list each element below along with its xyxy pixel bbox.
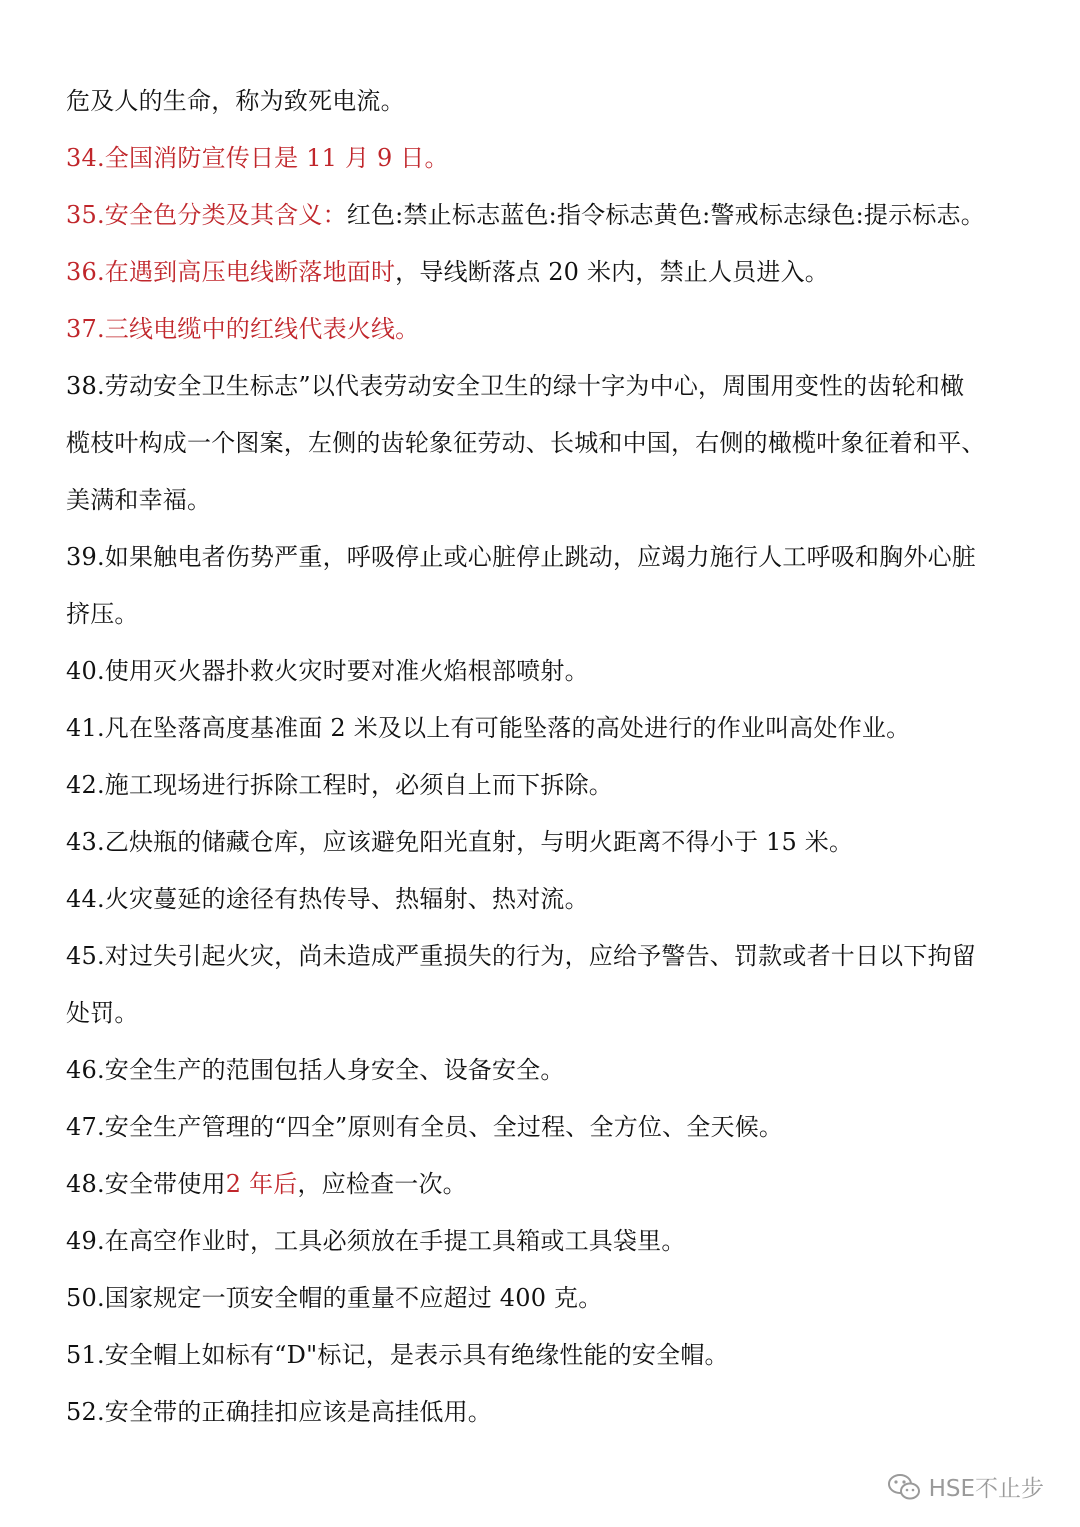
body-text: 47.安全生产管理的“四全”原则有全员、全过程、全方位、全天候。 — [66, 1113, 784, 1141]
document-body — [66, 73, 1026, 1441]
text-line — [66, 244, 1026, 301]
body-text: 美满和幸福。 — [66, 486, 212, 514]
text-line — [66, 358, 1026, 415]
body-text: 50.国家规定一顶安全帽的重量不应超过 400 克。 — [66, 1284, 603, 1312]
body-text: 39.如果触电者伤势严重，呼吸停止或心脏停止跳动，应竭力施行人工呼吸和胸外心脏 — [66, 543, 976, 571]
text-line — [66, 130, 1026, 187]
highlighted-text: 35.安全色分类及其含义： — [66, 201, 347, 229]
text-line — [66, 472, 1026, 529]
text-line — [66, 187, 1026, 244]
body-text: 40.使用灭火器扑救火灾时要对准火焰根部喷射。 — [66, 657, 589, 685]
body-text: ，应检查一次。 — [297, 1170, 467, 1198]
body-text: 危及人的生命，称为致死电流。 — [66, 87, 405, 115]
text-line — [66, 757, 1026, 814]
body-text: 46.安全生产的范围包括人身安全、设备安全。 — [66, 1056, 565, 1084]
body-text: 49.在高空作业时，工具必须放在手提工具箱或工具袋里。 — [66, 1227, 686, 1255]
text-line — [66, 301, 1026, 358]
watermark — [887, 1470, 1044, 1503]
highlighted-text: 37.三线电缆中的红线代表火线。 — [66, 315, 420, 343]
text-line — [66, 1042, 1026, 1099]
text-line — [66, 415, 1026, 472]
text-line — [66, 1213, 1026, 1270]
body-text: 红色:禁止标志蓝色:指令标志黄色:警戒标志绿色:提示标志。 — [346, 201, 985, 229]
text-line — [66, 814, 1026, 871]
body-text: 处罚。 — [66, 999, 139, 1027]
body-text: 41.凡在坠落高度基准面 2 米及以上有可能坠落的高处进行的作业叫高处作业。 — [66, 714, 911, 742]
body-text: 榄枝叶构成一个图案，左侧的齿轮象征劳动、长城和中国，右侧的橄榄叶象征着和平、 — [66, 429, 986, 457]
body-text: 43.乙炔瓶的储藏仓库，应该避免阳光直射，与明火距离不得小于 15 米。 — [66, 828, 854, 856]
text-line — [66, 871, 1026, 928]
body-text: 48.安全带使用 — [66, 1170, 226, 1198]
text-line — [66, 985, 1026, 1042]
text-line — [66, 643, 1026, 700]
text-line — [66, 529, 1026, 586]
text-line — [66, 1384, 1026, 1441]
text-line — [66, 928, 1026, 985]
wechat-icon — [887, 1473, 921, 1501]
body-text: 45.对过失引起火灾，尚未造成严重损失的行为，应给予警告、罚款或者十日以下拘留 — [66, 942, 976, 970]
text-line — [66, 700, 1026, 757]
highlighted-text: 34.全国消防宣传日是 11 月 9 日。 — [66, 144, 449, 172]
highlighted-text: 36.在遇到高压电线断落地面时 — [66, 258, 396, 286]
watermark-text: HSE不止步 — [928, 1476, 1044, 1502]
highlighted-text: 2 年后 — [225, 1170, 298, 1198]
body-text: 44.火灾蔓延的途径有热传导、热辐射、热对流。 — [66, 885, 589, 913]
body-text: 51.安全帽上如标有“D"标记，是表示具有绝缘性能的安全帽。 — [66, 1341, 729, 1369]
body-text: 挤压。 — [66, 600, 139, 628]
text-line — [66, 586, 1026, 643]
body-text: ，导线断落点 20 米内，禁止人员进入。 — [395, 258, 829, 286]
text-line — [66, 1099, 1026, 1156]
body-text: 38.劳动安全卫生标志”以代表劳动安全卫生的绿十字为中心，周围用变性的齿轮和橄 — [66, 372, 965, 400]
text-line — [66, 1327, 1026, 1384]
body-text: 42.施工现场进行拆除工程时，必须自上而下拆除。 — [66, 771, 613, 799]
text-line — [66, 73, 1026, 130]
body-text: 52.安全带的正确挂扣应该是高挂低用。 — [66, 1398, 492, 1426]
text-line — [66, 1270, 1026, 1327]
text-line — [66, 1156, 1026, 1213]
